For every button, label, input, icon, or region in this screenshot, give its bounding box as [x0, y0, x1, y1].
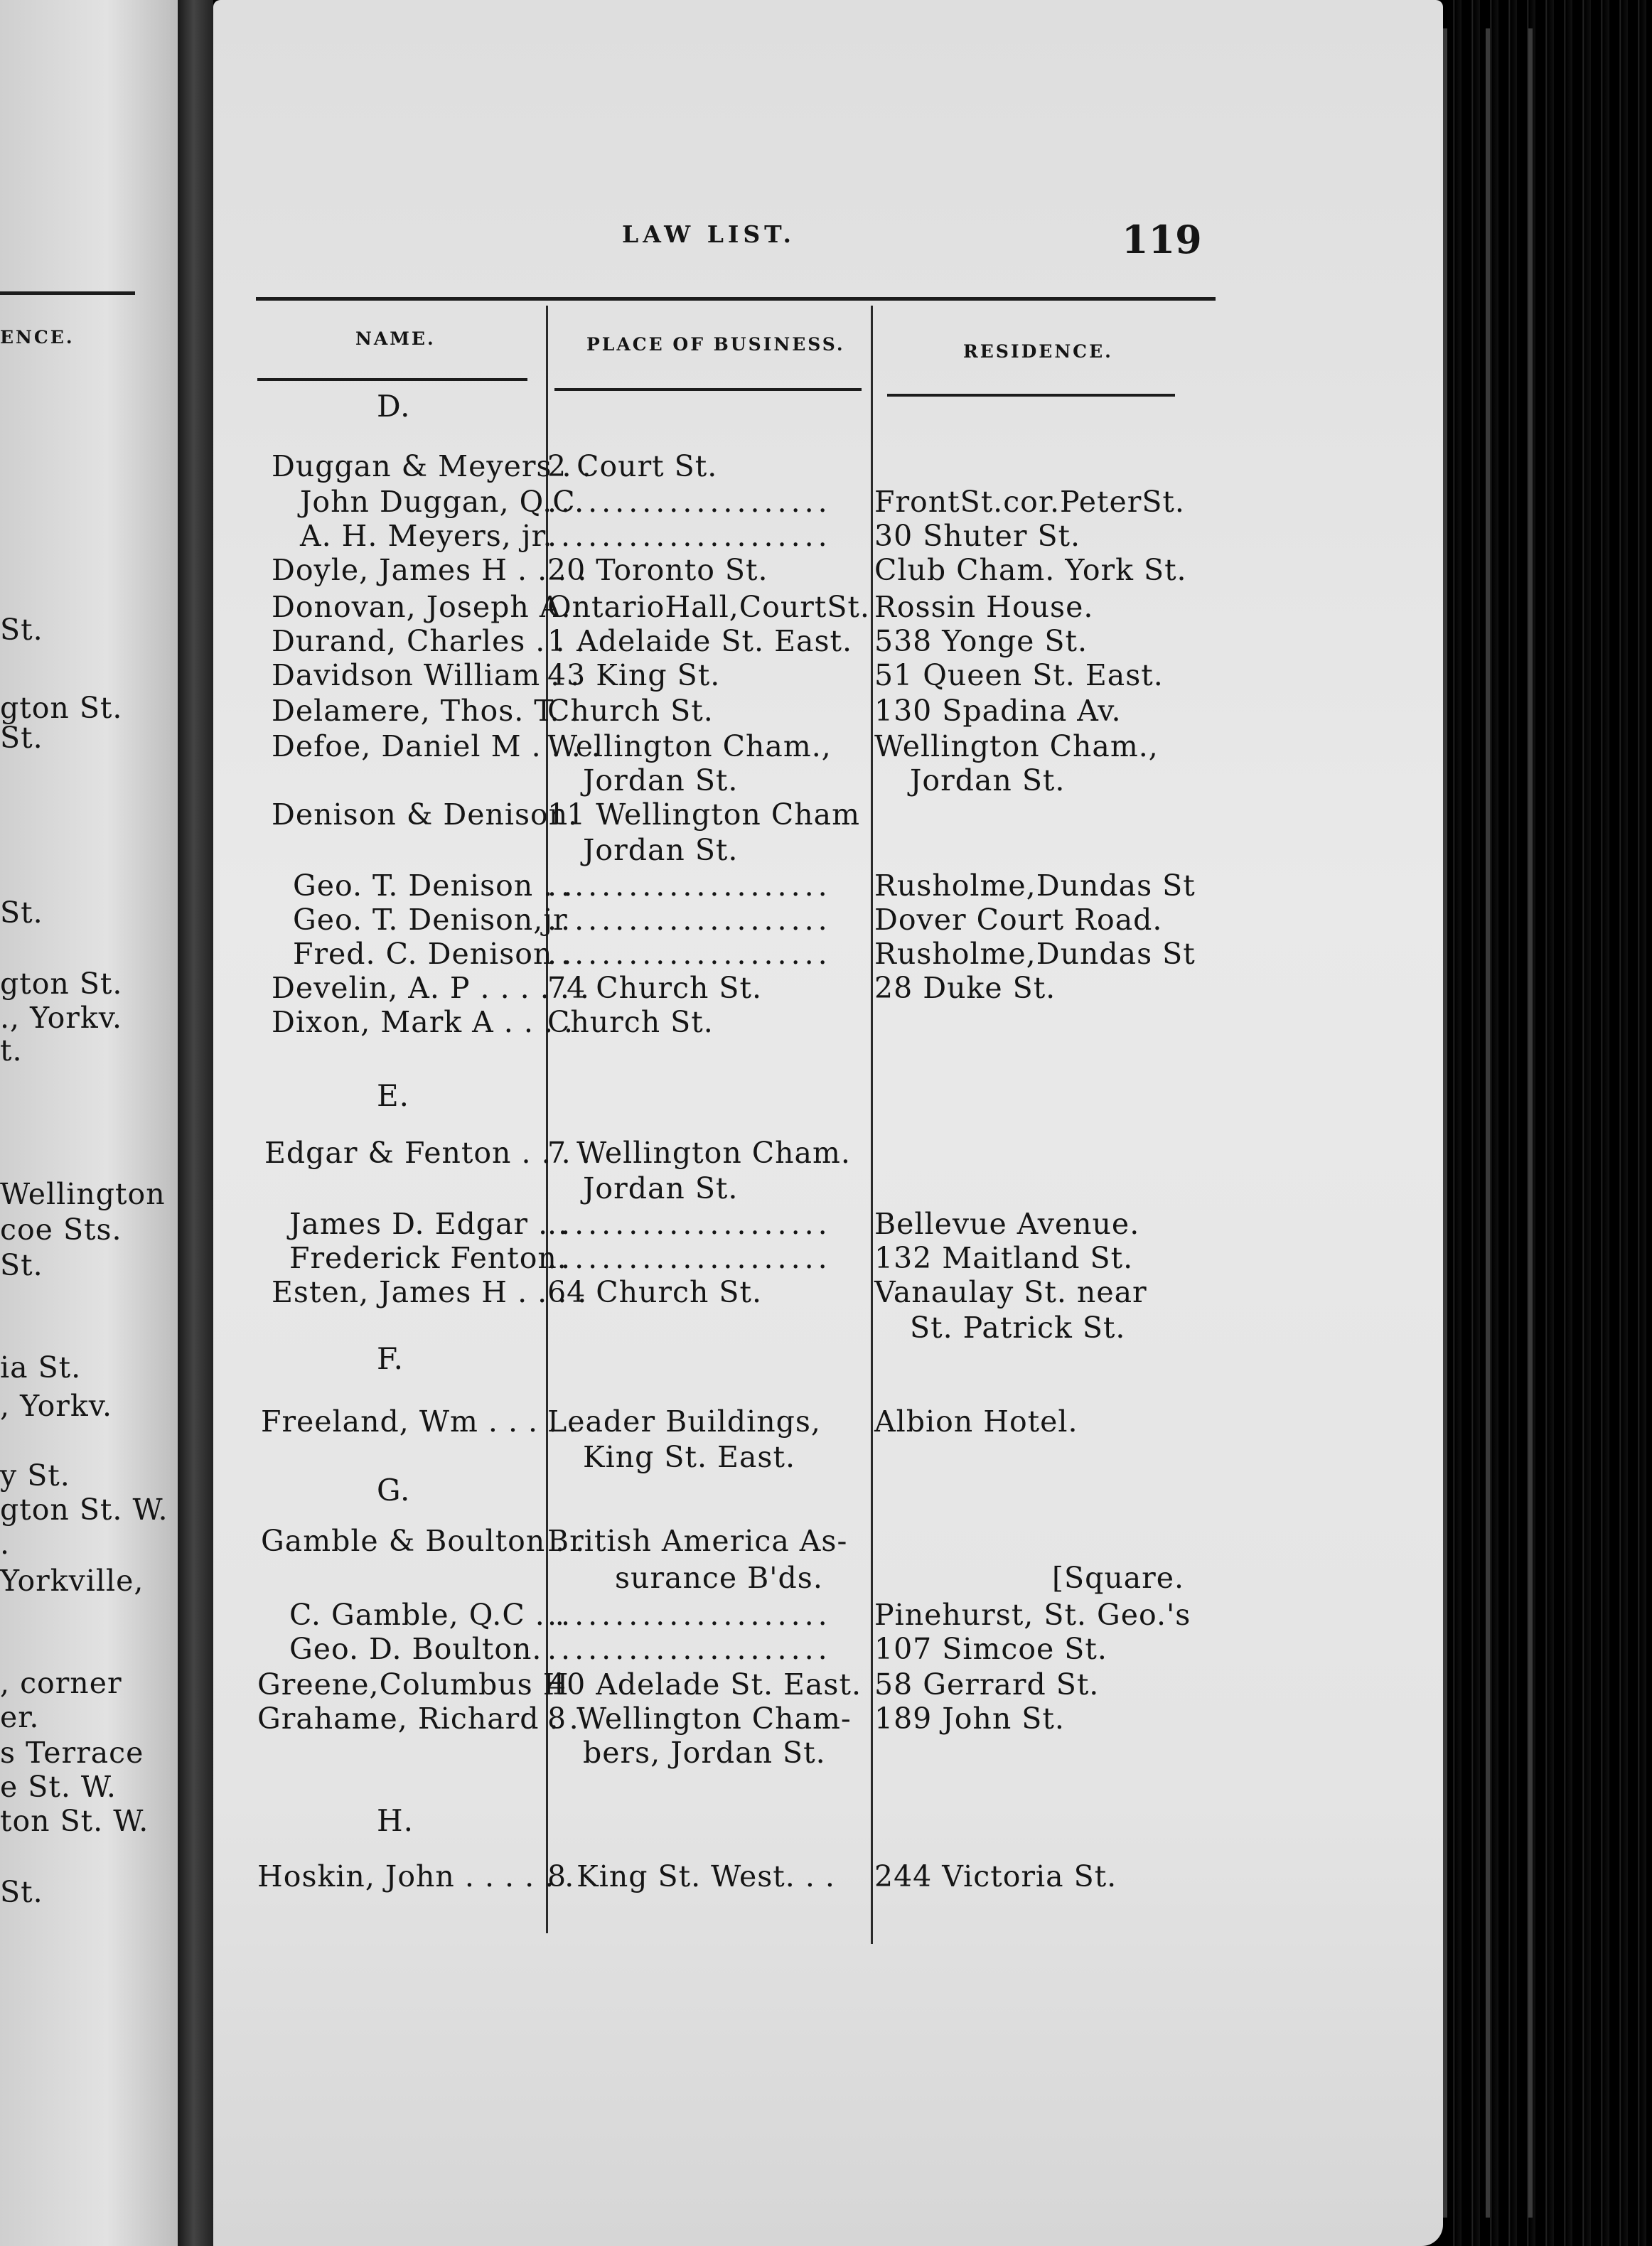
left-page-line: ia St.	[0, 1350, 82, 1385]
page-edges	[1443, 0, 1652, 2246]
left-page-line: gton St.	[0, 967, 123, 1001]
entry-place-of-business: Church St.	[547, 694, 714, 728]
left-page-line: St.	[0, 613, 43, 647]
entry-place-of-business: .....................	[547, 937, 832, 971]
entry-residence: Club Cham. York St.	[874, 553, 1187, 587]
entry-name: Doyle, James H . . . .	[272, 553, 588, 587]
entry-residence: Dover Court Road.	[874, 903, 1163, 937]
left-page-line: St.	[0, 1248, 43, 1282]
left-page-line: ., Yorkv.	[0, 1001, 123, 1035]
entry-place-of-business: bers, Jordan St.	[583, 1736, 826, 1770]
left-page-line: ton St. W.	[0, 1804, 149, 1838]
entry-place-of-business: surance B'ds.	[615, 1561, 823, 1595]
entry-name: A. H. Meyers, jr.	[300, 519, 553, 553]
entry-residence: 58 Gerrard St.	[874, 1667, 1100, 1702]
section-letter: D.	[377, 389, 411, 424]
entry-name: Davidson William . .	[272, 658, 581, 692]
entry-place-of-business: 2 Court St.	[547, 449, 718, 483]
entry-name: Denison & Denison.	[272, 797, 579, 832]
section-letter: E.	[377, 1078, 410, 1113]
entry-name: Develin, A. P . . . . . .	[272, 971, 590, 1005]
entry-name: Geo. D. Boulton.	[289, 1632, 542, 1666]
entry-place-of-business: .....................	[547, 1632, 832, 1666]
left-page-line: er.	[0, 1700, 40, 1734]
left-page-line: Yorkville,	[0, 1564, 144, 1598]
entry-place-of-business: Jordan St.	[583, 763, 739, 797]
entry-residence: 28 Duke St.	[874, 971, 1056, 1005]
entry-place-of-business: 43 King St.	[547, 658, 721, 692]
book-gutter	[178, 0, 213, 2246]
left-page-line: Wellington	[0, 1177, 166, 1211]
left-page-header: ENCE.	[0, 327, 75, 348]
entry-place-of-business: Wellington Cham.,	[547, 729, 832, 763]
entry-residence: St. Patrick St.	[910, 1311, 1126, 1345]
name-column-rule	[257, 378, 527, 381]
left-page-line: gton St. W.	[0, 1493, 168, 1527]
left-page-line: t.	[0, 1033, 23, 1068]
entry-name: Defoe, Daniel M . . . .	[272, 729, 601, 763]
entry-name: Donovan, Joseph A.	[272, 590, 572, 624]
page	[213, 0, 1443, 2246]
place-column-rule	[554, 388, 862, 391]
entry-name: Geo. T. Denison,jr	[293, 903, 568, 937]
entry-residence: Jordan St.	[910, 763, 1066, 797]
entry-name: John Duggan, Q.C.	[300, 485, 585, 519]
column-header-residence: RESIDENCE.	[963, 341, 1113, 362]
entry-residence: 107 Simcoe St.	[874, 1632, 1107, 1666]
entry-name: Freeland, Wm . . . . .	[261, 1404, 579, 1439]
entry-place-of-business: .....................	[547, 903, 832, 937]
section-letter: F.	[377, 1341, 404, 1376]
entry-place-of-business: 64 Church St.	[547, 1275, 762, 1309]
entry-name: Grahame, Richard . .	[257, 1702, 579, 1736]
left-page-line: .	[0, 1527, 11, 1561]
residence-column-rule	[887, 394, 1175, 397]
entry-place-of-business: 1 Adelaide St. East.	[547, 624, 852, 658]
page-number: 119	[1122, 217, 1202, 262]
entry-place-of-business: .....................	[547, 1598, 832, 1632]
entry-place-of-business: King St. East.	[583, 1440, 795, 1474]
entry-place-of-business: 8 Wellington Cham-	[547, 1702, 852, 1736]
entry-residence: 244 Victoria St.	[874, 1859, 1117, 1893]
entry-residence: 189 John St.	[874, 1702, 1065, 1736]
entry-name: Frederick Fenton.	[289, 1241, 567, 1275]
entry-place-of-business: Church St.	[547, 1005, 714, 1039]
entry-place-of-business: 7 Wellington Cham.	[547, 1136, 851, 1170]
left-page-line: , corner	[0, 1666, 122, 1700]
entry-residence: 30 Shuter St.	[874, 519, 1081, 553]
entry-place-of-business: 11 Wellington Cham	[547, 797, 860, 832]
entry-residence: Pinehurst, St. Geo.'s	[874, 1598, 1191, 1632]
entry-place-of-business: 8 King St. West. . .	[547, 1859, 835, 1893]
entry-residence: 130 Spadina Av.	[874, 694, 1122, 728]
entry-place-of-business: 20 Toronto St.	[547, 553, 768, 587]
left-page-rule	[0, 291, 135, 295]
column-header-name: NAME.	[355, 328, 436, 349]
entry-name: Geo. T. Denison . .	[293, 869, 574, 903]
entry-residence: Albion Hotel.	[874, 1404, 1078, 1439]
left-page-line: s Terrace	[0, 1736, 144, 1770]
section-letter: G.	[377, 1473, 411, 1508]
entry-place-of-business: .....................	[547, 869, 832, 903]
entry-name: Delamere, Thos. T. .	[272, 694, 580, 728]
entry-name: Dixon, Mark A . . . .	[272, 1005, 574, 1039]
entry-name: Edgar & Fenton . . . .	[264, 1136, 591, 1170]
entry-place-of-business: 40 Adelade St. East.	[547, 1667, 862, 1702]
entry-residence: 132 Maitland St.	[874, 1241, 1134, 1275]
entry-name: James D. Edgar . .	[289, 1207, 569, 1241]
entry-residence: 51 Queen St. East.	[874, 658, 1164, 692]
entry-place-of-business: British America As-	[547, 1524, 848, 1558]
entry-place-of-business: OntarioHall,CourtSt.	[547, 590, 870, 624]
entry-place-of-business: Leader Buildings,	[547, 1404, 821, 1439]
entry-residence: Bellevue Avenue.	[874, 1207, 1140, 1241]
entry-residence: Vanaulay St. near	[874, 1275, 1147, 1309]
entry-name: Durand, Charles . . .	[272, 624, 586, 658]
left-page-line: y St.	[0, 1458, 70, 1493]
left-page-fragment	[0, 0, 178, 2246]
entry-place-of-business: .....................	[547, 485, 832, 519]
column-divider-right	[871, 306, 873, 1944]
entry-place-of-business: .....................	[547, 1207, 832, 1241]
entry-residence: Rusholme,Dundas St	[874, 869, 1196, 903]
entry-name: C. Gamble, Q.C . .	[289, 1598, 565, 1632]
entry-residence: Rusholme,Dundas St	[874, 937, 1196, 971]
left-page-line: St.	[0, 721, 43, 755]
left-page-line: St.	[0, 1875, 43, 1909]
entry-place-of-business: 74 Church St.	[547, 971, 762, 1005]
entry-place-of-business: .....................	[547, 519, 832, 553]
entry-name: Gamble & Boulton . .	[261, 1524, 586, 1558]
entry-place-of-business: Jordan St.	[583, 833, 739, 867]
entry-residence: [Square.	[1052, 1561, 1185, 1595]
entry-place-of-business: Jordan St.	[583, 1171, 739, 1205]
entry-name: Duggan & Meyers . .	[272, 449, 592, 483]
entry-residence: FrontSt.cor.PeterSt.	[874, 485, 1185, 519]
entry-residence: Rossin House.	[874, 590, 1094, 624]
header-rule	[256, 297, 1216, 301]
left-page-line: coe Sts.	[0, 1213, 122, 1247]
left-page-line: St.	[0, 896, 43, 930]
entry-residence: Wellington Cham.,	[874, 729, 1159, 763]
page-title: LAW LIST.	[622, 220, 795, 248]
left-page-line: gton St.	[0, 691, 123, 725]
entry-name: Fred. C. Denison .	[293, 937, 573, 971]
column-header-place: PLACE OF BUSINESS.	[586, 334, 845, 355]
entry-name: Esten, James H . . . .	[272, 1275, 588, 1309]
left-page-line: e St. W.	[0, 1770, 117, 1804]
left-page-line: , Yorkv.	[0, 1389, 113, 1423]
entry-place-of-business: .....................	[547, 1241, 832, 1275]
section-letter: H.	[377, 1803, 414, 1838]
entry-name: Hoskin, John . . . . . .	[257, 1859, 575, 1893]
entry-residence: 538 Yonge St.	[874, 624, 1088, 658]
entry-name: Greene,Columbus H	[257, 1667, 569, 1702]
